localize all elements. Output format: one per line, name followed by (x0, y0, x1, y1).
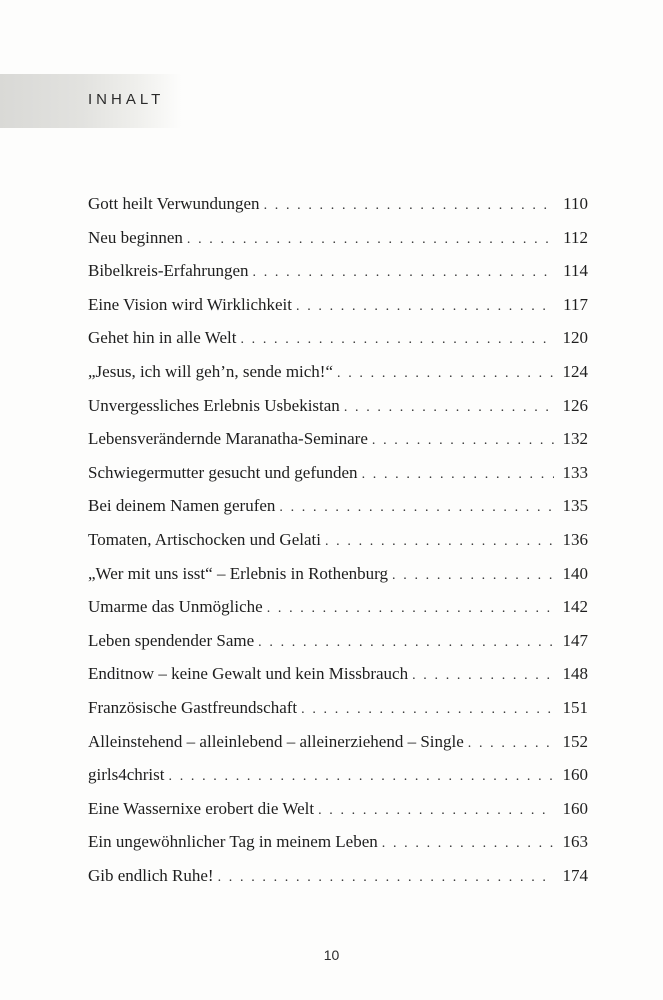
toc-entry-page: 148 (562, 664, 588, 684)
dot-leader (258, 626, 554, 660)
toc-entry-title: Eine Wassernixe erobert die Welt (88, 798, 315, 818)
toc-entry (88, 725, 588, 759)
dot-leader (267, 592, 554, 626)
dot-leader (318, 794, 554, 828)
toc-entry-page: 124 (562, 361, 588, 381)
dot-leader (344, 391, 554, 425)
toc-entry-page: 110 (563, 194, 588, 213)
toc-entry (88, 389, 588, 423)
toc-entry-title: Schwiegermutter gesucht und gefunden (88, 462, 358, 482)
toc-entry-page: 147 (562, 630, 588, 650)
toc-entry-page: 126 (562, 395, 588, 415)
dot-leader (468, 727, 554, 761)
toc-entry-title: Tomaten, Artischocken und Gelati (88, 529, 321, 549)
dot-leader (240, 323, 554, 357)
toc-entry (88, 792, 588, 826)
dot-leader (412, 659, 554, 693)
toc-entry-title: Unvergessliches Erlebnis Usbekistan (88, 395, 340, 415)
toc-entry-title: Französische Gastfreundschaft (88, 697, 298, 717)
toc-entry-page: 160 (562, 765, 588, 785)
toc-entry-title: Leben spendender Same (88, 630, 255, 650)
toc-entry (88, 859, 588, 893)
toc-entry-page: 136 (562, 529, 588, 549)
toc-entry-page: 140 (562, 563, 588, 583)
dot-leader (187, 223, 554, 257)
toc-entry-page: 142 (562, 597, 588, 617)
toc-entry (88, 187, 588, 221)
toc-entry-title: Enditnow – keine Gewalt und kein Missbrauch (88, 664, 409, 684)
dot-leader (392, 559, 554, 593)
toc-entry (88, 456, 588, 490)
dot-leader (169, 760, 555, 794)
dot-leader (325, 525, 554, 559)
toc-entry (88, 221, 588, 255)
toc-entry (88, 355, 588, 389)
dot-leader (382, 827, 554, 861)
page-title: INHALT (88, 91, 165, 108)
toc-entry-title: „Wer mit uns isst“ – Erlebnis in Rothenburg (88, 563, 389, 583)
toc-entry-title: Ein ungewöhnlicher Tag in meinem Leben (88, 832, 378, 852)
dot-leader (372, 424, 554, 458)
toc-entry (88, 288, 588, 322)
toc-entry-title: Alleinstehend – alleinlebend – alleinerziehend – Single (88, 731, 464, 751)
toc-entry-page: 151 (562, 697, 588, 717)
dot-leader (218, 861, 554, 895)
toc-entry (88, 657, 588, 691)
dot-leader (253, 256, 555, 290)
toc-entry-page: 152 (562, 731, 588, 751)
toc-entry-page: 132 (562, 429, 588, 449)
toc-entry (88, 523, 588, 557)
page-number: 10 (323, 947, 340, 963)
toc-entry-title: Neu beginnen (88, 227, 183, 247)
toc-entry (88, 422, 588, 456)
toc-entry-title: Lebensverändernde Maranatha-Seminare (88, 429, 368, 449)
toc-entry-title: Umarme das Unmögliche (88, 597, 263, 617)
toc-entry (88, 825, 588, 859)
toc-entry-page: 112 (563, 227, 588, 247)
dot-leader (296, 290, 554, 324)
dot-leader (362, 458, 554, 492)
toc-entry-title: Gehet hin in alle Welt (88, 328, 237, 348)
toc-entry (88, 590, 588, 624)
toc-entry (88, 758, 588, 792)
toc-entry-title: Bibelkreis-Erfahrungen (88, 261, 249, 281)
dot-leader (337, 357, 554, 391)
dot-leader (264, 189, 554, 223)
toc-entry-title: Gott heilt Verwundungen (88, 194, 260, 213)
toc-entry (88, 321, 588, 355)
toc-entry-title: Eine Vision wird Wirklichkeit (88, 294, 292, 314)
toc-entry-page: 163 (562, 832, 588, 852)
dot-leader (301, 693, 554, 727)
table-of-contents (88, 187, 588, 892)
toc-entry-page: 120 (562, 328, 588, 348)
toc-entry-title: girls4christ (88, 765, 165, 785)
toc-entry-title: Gib endlich Ruhe! (88, 865, 214, 885)
toc-entry-page: 160 (562, 798, 588, 818)
toc-entry (88, 489, 588, 523)
toc-entry (88, 254, 588, 288)
toc-entry (88, 691, 588, 725)
toc-entry-page: 133 (562, 462, 588, 482)
dot-leader (279, 491, 554, 525)
toc-entry-page: 174 (562, 865, 588, 885)
toc-entry-page: 135 (562, 496, 588, 516)
toc-entry-page: 114 (563, 261, 588, 281)
toc-entry (88, 557, 588, 591)
toc-entry-title: „Jesus, ich will geh’n, sende mich!“ (88, 361, 334, 381)
toc-entry-page: 117 (563, 294, 588, 314)
toc-entry (88, 624, 588, 658)
toc-entry-title: Bei deinem Namen gerufen (88, 496, 276, 516)
